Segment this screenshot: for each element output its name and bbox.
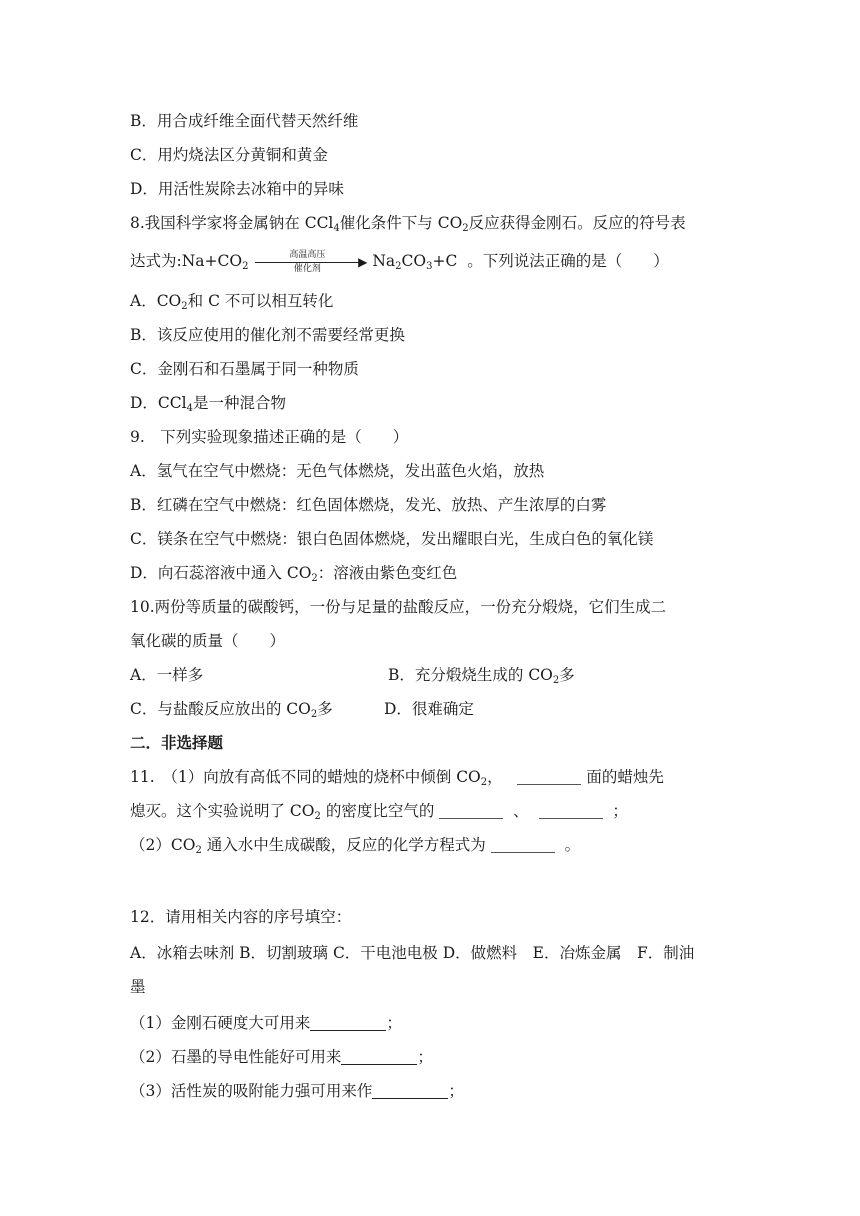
q9-option-a: A．氢气在空气中燃烧：无色气体燃烧，发出蓝色火焰，放热: [130, 462, 545, 480]
q12-options-line2: 墨: [130, 978, 146, 996]
reaction-arrow: [253, 250, 368, 274]
q10-option-c: C．与盐酸反应放出的 $CO_2$多: [130, 700, 333, 720]
q8-option-b: B．该反应使用的催化剂不需要经常更换: [130, 326, 405, 344]
q9-option-b: B．红磷在空气中燃烧：红色固体燃烧，发光、放热、产生浓厚的白雾: [130, 496, 607, 514]
q9-option-d: D．向石蕊溶液中通入 $CO_2$：溶液由紫色变红色: [130, 564, 458, 584]
q12-stem: 12．请用相关内容的序号填空：: [130, 908, 352, 926]
q8-option-a: A．$CO_2$和 C 不可以相互转化: [130, 292, 334, 312]
q10-option-d: D．很难确定: [384, 700, 474, 718]
q10-option-a: A．一样多: [130, 666, 204, 684]
q10-option-b: B．充分煅烧生成的 $CO_2$多: [388, 666, 575, 686]
equation-left: $Na+CO_2$: [181, 252, 249, 272]
answer-blank[interactable]: [341, 1048, 417, 1065]
q8-stem-line1: 8.我国科学家将金属钠在 CCl$_4$催化条件下与 $CO_2$反应获得金刚石。反应的符号表: [130, 214, 686, 234]
q8-stem-line2: 达式为$:Na+CO_2$ 高温高压 ▶ 催化剂 $Na_2CO_3+C$ 。下列说法正确的是（ ）: [130, 250, 669, 274]
arrow-condition-top: 高温高压: [289, 250, 326, 260]
q7-option-b: B．用合成纤维全面代替天然纤维: [130, 112, 359, 130]
q8-option-c: C．金刚石和石墨属于同一种物质: [130, 360, 359, 378]
q10-stem-line1: 10.两份等质量的碳酸钙，一份与足量的盐酸反应，一份充分煅烧，它们生成二: [130, 598, 667, 616]
q11-line2: 熄灭。这个实验说明了 $CO_2$ 的密度比空气的 、 ；: [130, 802, 628, 822]
q12-part3: （3）活性炭的吸附能力强可用来作 ；: [130, 1082, 464, 1100]
answer-blank[interactable]: [372, 1082, 448, 1099]
answer-blank[interactable]: [539, 802, 603, 819]
q12-options-line1: A．冰箱去味剂 B．切割玻璃 C．干电池电极 D．做燃料 E．冶炼金属 F．制油: [130, 944, 695, 962]
equation-right: $Na_2CO_3+C$: [372, 252, 458, 272]
q10-stem-line2: 氧化碳的质量（ ）: [130, 632, 286, 650]
q12-part2: （2）石墨的导电性能好可用来 ；: [130, 1048, 433, 1066]
q9-option-c: C．镁条在空气中燃烧：银白色固体燃烧，发出耀眼白光，生成白色的氧化镁: [130, 530, 654, 548]
q7-option-c: C．用灼烧法区分黄铜和黄金: [130, 146, 328, 164]
answer-blank[interactable]: [310, 1014, 386, 1031]
answer-blank[interactable]: [439, 802, 503, 819]
q9-stem: 9. 下列实验现象描述正确的是（ ）: [130, 428, 409, 446]
q11-line3: $(2)CO_2$ 通入水中生成碳酸，反应的化学方程式为 。: [130, 836, 581, 856]
answer-blank[interactable]: [491, 836, 555, 853]
q11-line1: 11. （1）向放有高低不同的蜡烛的烧杯中倾倒 $CO_2$， 面的蜡烛先: [130, 768, 664, 788]
answer-blank[interactable]: [517, 768, 581, 785]
q8-option-d: D．CCl$_4$是一种混合物: [130, 394, 286, 414]
q12-part1: （1）金刚石硬度大可用来 ；: [130, 1014, 402, 1032]
section-title: 二．非选择题: [130, 733, 224, 752]
q7-option-d: D．用活性炭除去冰箱中的异味: [130, 180, 344, 198]
arrow-head-icon: ▶: [358, 255, 368, 269]
arrow-condition-bottom: 催化剂: [293, 264, 321, 274]
